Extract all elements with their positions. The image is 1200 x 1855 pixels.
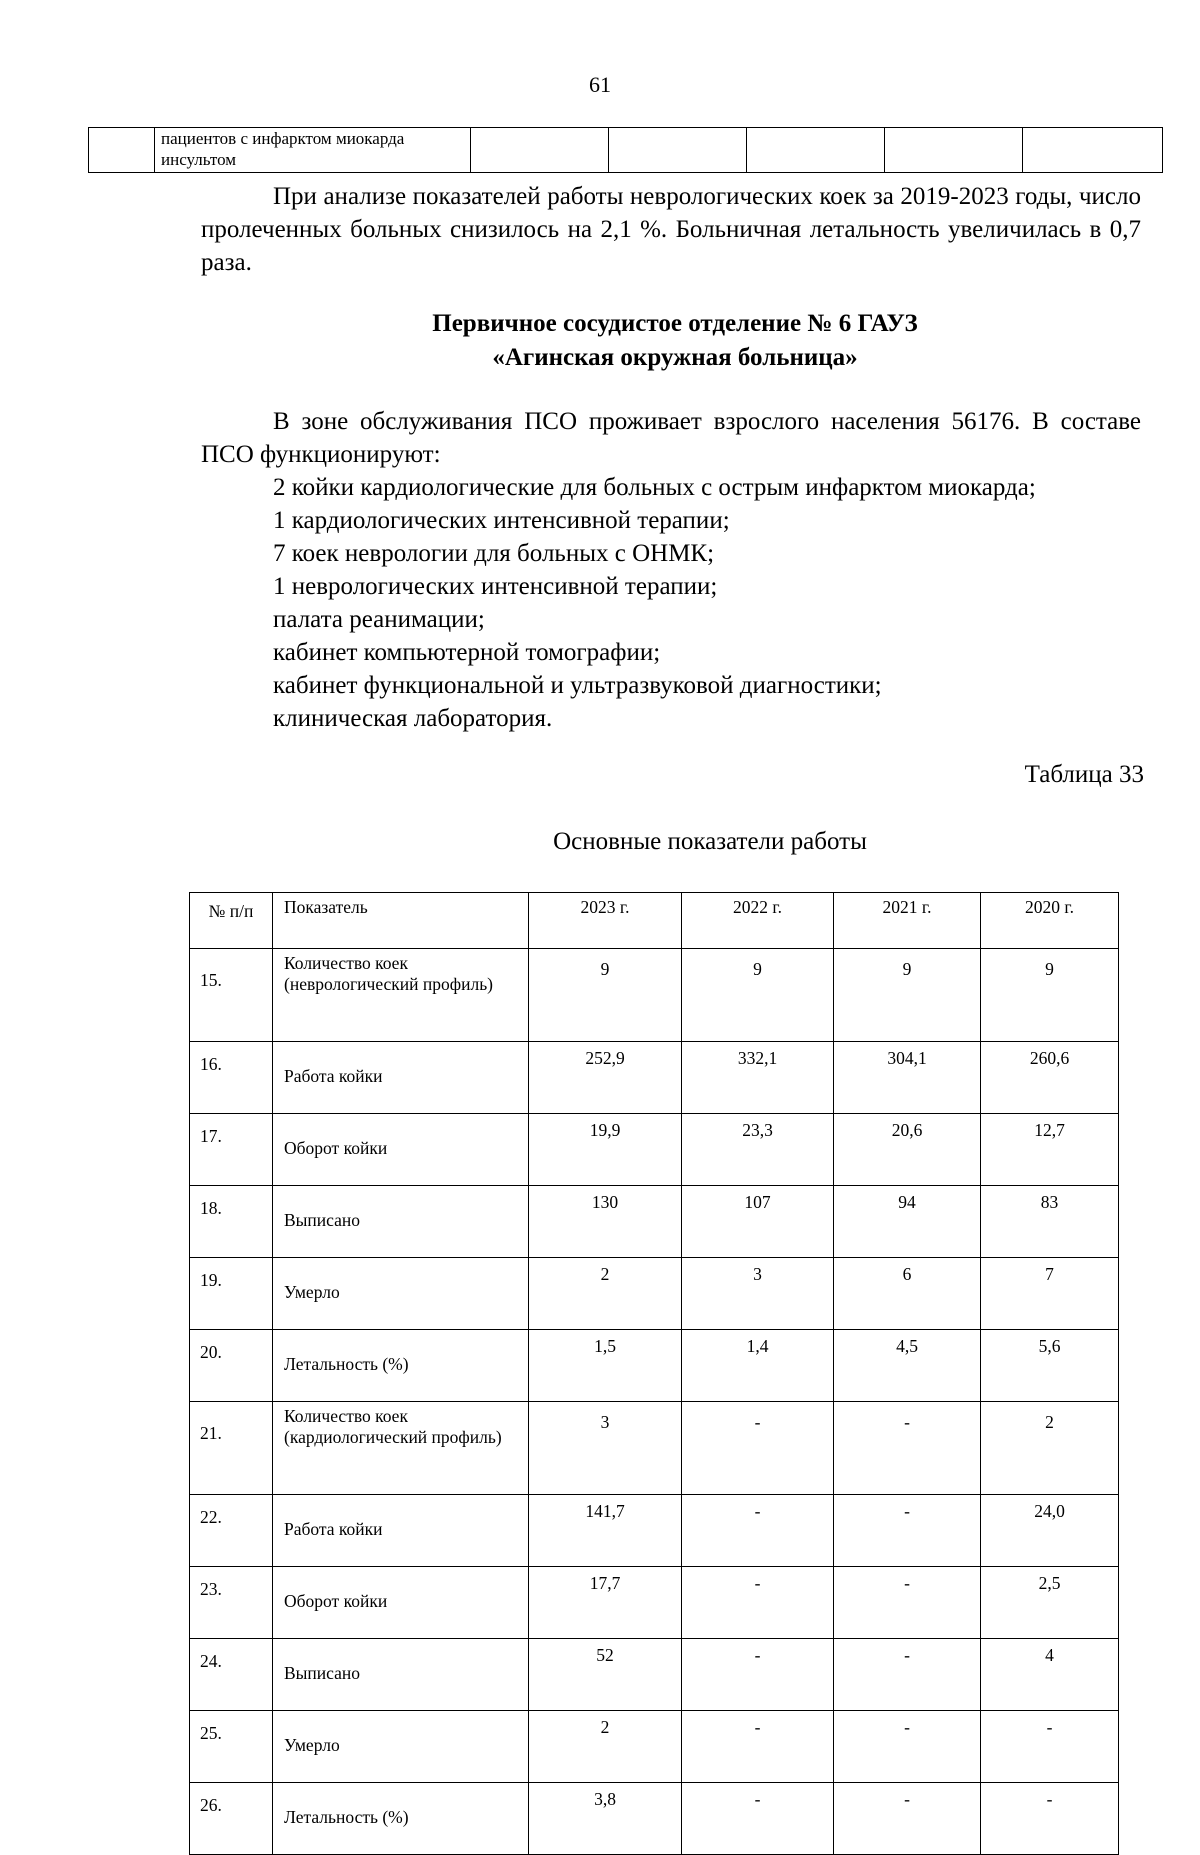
table-cell: [609, 128, 747, 173]
table-label: Таблица 33: [1024, 761, 1144, 788]
indicator-cell: Летальность (%): [273, 1330, 529, 1402]
value-cell: 83: [981, 1186, 1119, 1258]
value-cell: -: [834, 1639, 981, 1711]
value-cell: -: [682, 1711, 834, 1783]
table-header-row: [190, 893, 1119, 949]
value-cell: 9: [529, 949, 682, 1042]
value-cell: 4,5: [834, 1330, 981, 1402]
list-item: 1 неврологических интенсивной терапии;: [273, 573, 718, 600]
table-cell: [89, 128, 155, 173]
table-row: [190, 1042, 1119, 1114]
value-cell: -: [981, 1711, 1119, 1783]
value-cell: 107: [682, 1186, 834, 1258]
indicator-cell: Работа койки: [273, 1042, 529, 1114]
value-cell: 9: [834, 949, 981, 1042]
table-cell: пациентов с инфарктом миокарда инсультом: [155, 128, 471, 173]
list-item: кабинет компьютерной томографии;: [273, 639, 661, 666]
indicators-table: [189, 892, 1119, 1855]
value-cell: -: [834, 1402, 981, 1495]
value-cell: 2: [529, 1258, 682, 1330]
row-number-cell: 24.: [190, 1639, 273, 1711]
value-cell: 3: [682, 1258, 834, 1330]
row-number-cell: 16.: [190, 1042, 273, 1114]
table-cell: [885, 128, 1023, 173]
row-number-cell: 19.: [190, 1258, 273, 1330]
value-cell: 19,9: [529, 1114, 682, 1186]
value-cell: -: [682, 1495, 834, 1567]
indicator-cell: Оборот койки: [273, 1114, 529, 1186]
list-item: 7 коек неврологии для больных с ОНМК;: [273, 540, 715, 567]
table-row: [89, 128, 1163, 173]
value-cell: -: [682, 1639, 834, 1711]
table-row: [190, 1567, 1119, 1639]
section-heading-line-2: «Агинская окружная больница»: [492, 344, 858, 371]
table-row: [190, 1639, 1119, 1711]
table-row: [190, 1258, 1119, 1330]
table-row: [190, 1330, 1119, 1402]
list-item: палата реанимации;: [273, 606, 485, 633]
row-number-cell: 25.: [190, 1711, 273, 1783]
column-header: 2021 г.: [834, 893, 981, 949]
row-number-cell: 15.: [190, 949, 273, 1042]
table-cell: [747, 128, 885, 173]
list-item: 2 койки кардиологические для больных с острым инфарктом миокарда;: [273, 474, 1036, 501]
value-cell: 1,4: [682, 1330, 834, 1402]
indicator-cell: Количество коек (кардиологический профиль): [273, 1402, 529, 1495]
table-row: [190, 1495, 1119, 1567]
row-number-cell: 18.: [190, 1186, 273, 1258]
value-cell: 7: [981, 1258, 1119, 1330]
value-cell: 9: [981, 949, 1119, 1042]
section-heading-line-1: Первичное сосудистое отделение № 6 ГАУЗ: [432, 310, 918, 337]
row-number-cell: 17.: [190, 1114, 273, 1186]
value-cell: 252,9: [529, 1042, 682, 1114]
value-cell: 24,0: [981, 1495, 1119, 1567]
row-number-cell: 23.: [190, 1567, 273, 1639]
table-row: [190, 949, 1119, 1042]
value-cell: 2: [529, 1711, 682, 1783]
value-cell: -: [834, 1495, 981, 1567]
table-cell: [471, 128, 609, 173]
column-header: № п/п: [190, 893, 273, 949]
value-cell: 141,7: [529, 1495, 682, 1567]
value-cell: -: [834, 1567, 981, 1639]
indicator-cell: Количество коек (неврологический профиль): [273, 949, 529, 1042]
value-cell: 2,5: [981, 1567, 1119, 1639]
value-cell: -: [682, 1783, 834, 1855]
indicator-cell: Умерло: [273, 1258, 529, 1330]
page-number: 61: [589, 72, 611, 97]
value-cell: -: [981, 1783, 1119, 1855]
value-cell: 52: [529, 1639, 682, 1711]
table-row: [190, 1114, 1119, 1186]
column-header: 2022 г.: [682, 893, 834, 949]
service-paragraph: В зоне обслуживания ПСО проживает взрослого населения 56176. В составе ПСО функционируют:: [201, 408, 1141, 468]
value-cell: 130: [529, 1186, 682, 1258]
column-header: 2023 г.: [529, 893, 682, 949]
value-cell: -: [834, 1783, 981, 1855]
value-cell: -: [682, 1402, 834, 1495]
list-item: клиническая лаборатория.: [273, 705, 553, 732]
indicator-cell: Летальность (%): [273, 1783, 529, 1855]
row-number-cell: 26.: [190, 1783, 273, 1855]
value-cell: 1,5: [529, 1330, 682, 1402]
row-number-cell: 20.: [190, 1330, 273, 1402]
value-cell: 260,6: [981, 1042, 1119, 1114]
value-cell: 94: [834, 1186, 981, 1258]
row-number-cell: 21.: [190, 1402, 273, 1495]
intro-paragraph: При анализе показателей работы неврологических коек за 2019-2023 годы, число пролеченных больных снизилось на 2,1 %. Больничная летальность увеличилась в 0,7 раза.: [201, 183, 1141, 276]
indicator-cell: Выписано: [273, 1186, 529, 1258]
value-cell: 304,1: [834, 1042, 981, 1114]
value-cell: 3: [529, 1402, 682, 1495]
column-header: Показатель: [273, 893, 529, 949]
value-cell: -: [834, 1711, 981, 1783]
table-title: Основные показатели работы: [553, 828, 867, 855]
list-item: кабинет функциональной и ультразвуковой диагностики;: [273, 672, 882, 699]
indicator-cell: Оборот койки: [273, 1567, 529, 1639]
value-cell: 20,6: [834, 1114, 981, 1186]
value-cell: 4: [981, 1639, 1119, 1711]
table-row: [190, 1783, 1119, 1855]
value-cell: 12,7: [981, 1114, 1119, 1186]
indicator-cell: Выписано: [273, 1639, 529, 1711]
row-number-cell: 22.: [190, 1495, 273, 1567]
list-item: 1 кардиологических интенсивной терапии;: [273, 507, 730, 534]
value-cell: 23,3: [682, 1114, 834, 1186]
value-cell: 9: [682, 949, 834, 1042]
continuation-table: [88, 127, 1163, 173]
table-row: [190, 1402, 1119, 1495]
table-row: [190, 1186, 1119, 1258]
indicator-cell: Работа койки: [273, 1495, 529, 1567]
column-header: 2020 г.: [981, 893, 1119, 949]
indicator-cell: Умерло: [273, 1711, 529, 1783]
value-cell: 3,8: [529, 1783, 682, 1855]
table-cell: [1023, 128, 1163, 173]
value-cell: 332,1: [682, 1042, 834, 1114]
value-cell: 5,6: [981, 1330, 1119, 1402]
table-row: [190, 1711, 1119, 1783]
value-cell: 17,7: [529, 1567, 682, 1639]
value-cell: 2: [981, 1402, 1119, 1495]
value-cell: -: [682, 1567, 834, 1639]
value-cell: 6: [834, 1258, 981, 1330]
